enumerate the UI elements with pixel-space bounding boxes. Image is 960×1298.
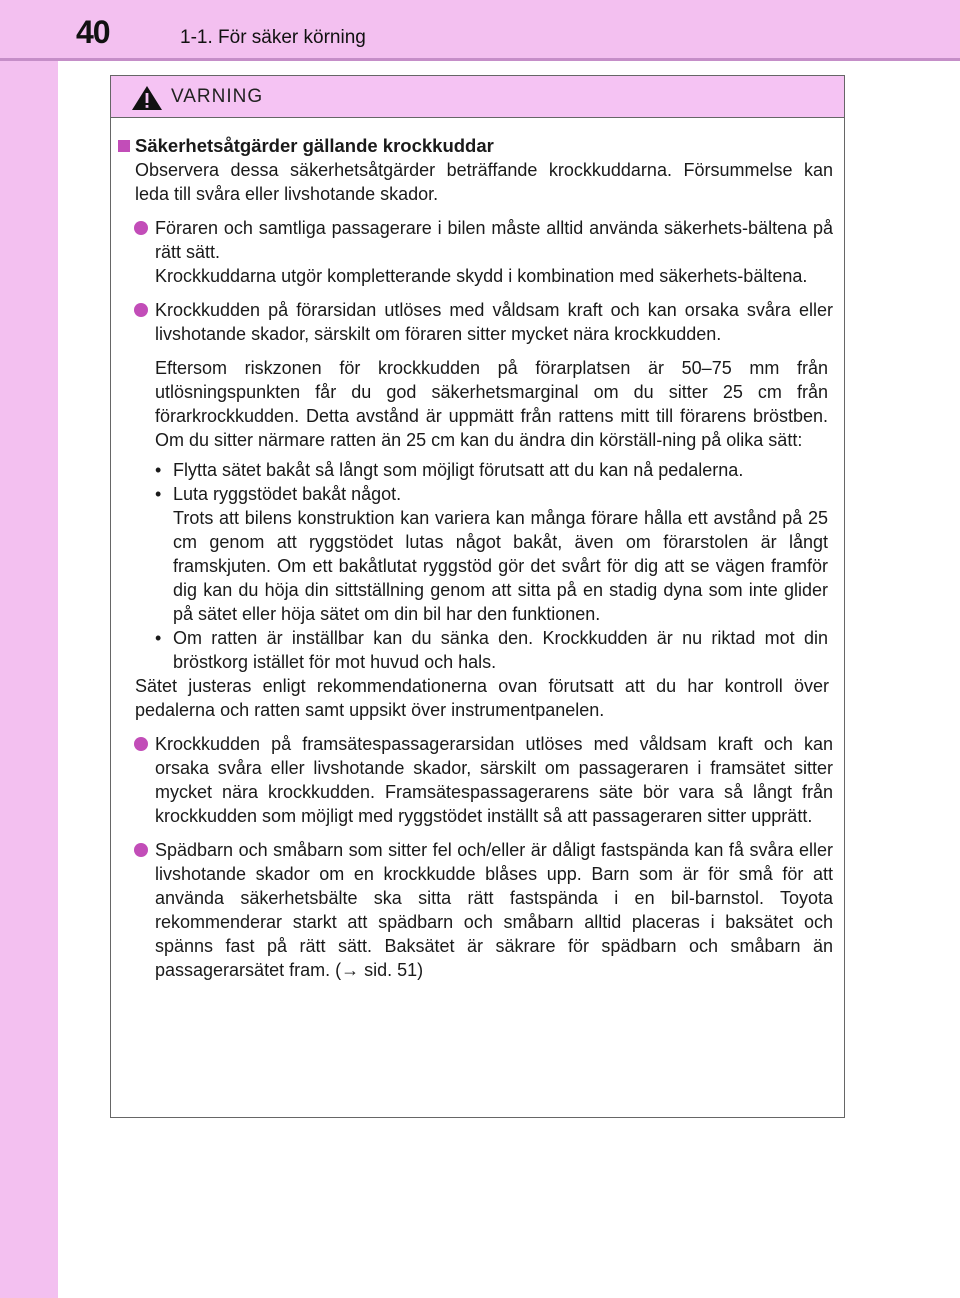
square-bullet-icon <box>118 140 130 152</box>
bullet-text: Krockkudden på förarsidan utlöses med våldsam kraft och kan orsaka svåra eller livshotande skador, särskilt om föraren sitter mycket nära krockkudden. <box>155 300 833 344</box>
bullet-text: Krockkuddarna utgör kompletterande skydd i kombination med säkerhets-bältena. <box>155 266 808 286</box>
sub-item-text: Flytta sätet bakåt så långt som möjligt förutsatt att du kan nå pedalerna. <box>173 460 744 480</box>
bullet-dot-icon <box>134 221 148 235</box>
warning-header <box>111 76 844 118</box>
sub-bullet-marker: • <box>155 460 162 480</box>
page-number: 40 <box>76 14 110 50</box>
bullet-children <box>111 838 843 982</box>
sub-item-detail: Trots att bilens konstruktion kan variera kan många förare hålla ett avstånd på 25 cm genom att ryggstödet lutas något bakåt, även om förarstolen är långt framskjuten. Om ett bakåtlutat ryggstöd gör det svårt för dig att se vägen framför dig kan du höja din sittställning genom att sitta på en stadig dyna som inte glider på sätet eller höja sätet om din bil har den funktionen. <box>173 508 828 624</box>
bullet-dot-icon <box>134 737 148 751</box>
bullet-seatbelts <box>111 216 843 288</box>
bullet-text: Spädbarn och småbarn som sitter fel och/eller är dåligt fastspända kan få svåra eller livshotande skador om en krockkudde blåses upp. Barn som är för små för att använda säkerhetsbälte ska sitta rätt fastspända i en bil-barnstol. Toyota rekommenderar starkt att spädbarn och småbarn alltid placeras i baksätet och spänns fast på rätt sätt. Baksätet är säkrare för spädbarn och småbarn än passagerarsätet fram. (→ sid. 51) <box>155 840 833 980</box>
warning-triangle-icon <box>131 85 163 111</box>
bullet-dot-icon <box>134 843 148 857</box>
intro-paragraph: Observera dessa säkerhetsåtgärder beträffande krockkuddarna. Försummelse kan leda till svåra eller livshotande skador. <box>135 160 833 204</box>
sub-item-text: Om ratten är inställbar kan du sänka den. Krockkudden är nu riktad mot din bröstkorg istället för mot huvud och hals. <box>173 628 828 672</box>
bullet-passenger-airbag <box>111 732 843 828</box>
distance-paragraph: Eftersom riskzonen för krockkudden på förarplatsen är 50–75 mm från utlösningspunkten får du god säkerhetsmarginal om du sitter 25 cm från förarkrockkudden. Detta avstånd är uppmätt från rattens mitt till förarens bröstben. Om du sitter närmare ratten än 25 cm kan du ändra din körställ-ning på olika sätt: <box>155 358 828 450</box>
sub-item-text: Luta ryggstödet bakåt något. <box>173 484 402 504</box>
sub-item-recline <box>111 482 843 626</box>
header-band <box>0 0 960 58</box>
bullet-text: Krockkudden på framsätespassagerarsidan utlöses med våldsam kraft och kan orsaka svåra eller livshotande skador, särskilt om passageraren i framsätet sitter mycket nära krockkudden. Framsätespassagerarens säte bör vara så långt från krockkudden som möjligt med ryggstödet inställt så att passageraren sitter upprätt. <box>155 734 833 826</box>
bullet-text: Föraren och samtliga passagerare i bilen måste alltid använda säkerhets-bältena på rätt sätt. <box>155 218 833 262</box>
bullet-driver-airbag <box>111 298 843 346</box>
sub-bullet-marker: • <box>155 484 162 504</box>
section-title <box>118 134 843 158</box>
sub-item-move-seat <box>111 458 843 482</box>
bullet-dot-icon <box>134 303 148 317</box>
header-rule <box>0 58 960 61</box>
chapter-title: 1-1. För säker körning <box>180 27 366 48</box>
sub-item-steering <box>111 626 843 674</box>
side-strip <box>0 0 58 1298</box>
sub-bullet-marker: • <box>155 628 162 648</box>
section-title-text: Säkerhetsåtgärder gällande krockkuddar <box>135 135 494 156</box>
warning-body <box>111 134 843 982</box>
warning-box <box>110 75 845 1118</box>
seat-note: Sätet justeras enligt rekommendationerna ovan förutsatt att du har kontroll över pedalerna och ratten samt uppsikt över instrumentpanelen. <box>135 676 829 720</box>
warning-label: VARNING <box>171 86 264 107</box>
